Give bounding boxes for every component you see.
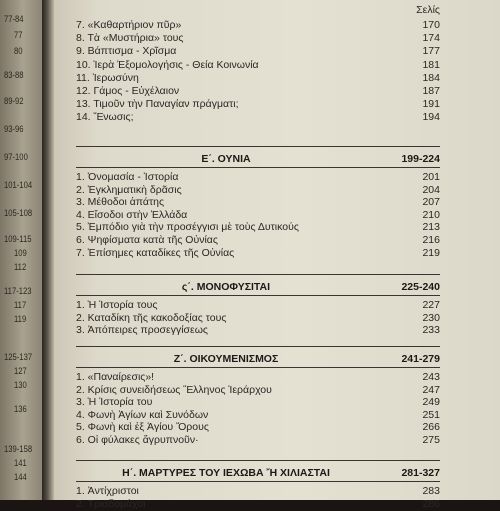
left-page-number: 117 <box>14 300 27 310</box>
toc-entry-title: 8. Τὰ «Μυστήρια» τους <box>76 32 184 45</box>
toc-entry <box>76 323 440 337</box>
toc-entry <box>76 497 440 511</box>
toc-sheet <box>54 0 500 510</box>
toc-entry-page: 243 <box>422 371 440 383</box>
left-page-number: 125-137 <box>4 352 33 362</box>
toc-entry-title: 4. Φωνὴ Ἁγίων καὶ Συνόδων <box>76 408 209 421</box>
toc-entry-page: 187 <box>422 85 440 97</box>
toc-entry-title: 6. Οἱ φύλακες ἄγρυπνοῦν· <box>76 434 199 446</box>
section-title: ς΄. ΜΟΝΟΦΥΣΙΤΑΙ <box>181 281 271 293</box>
left-page-number: 109 <box>14 248 27 258</box>
toc-entry-title: 1. Ὀνομασία - Ἱστορία <box>76 171 179 183</box>
toc-entry-title: 5. Φωνὴ καὶ ἐξ Ἁγίου Ὄρους <box>76 421 209 434</box>
left-page-number: 112 <box>14 262 27 272</box>
toc-entry-page: 286 <box>422 497 440 510</box>
section-heading <box>76 352 440 366</box>
toc-entry-title: 2. Κρίσις συνειδήσεως Ἕλληνος Ἱεράρχου <box>76 383 272 396</box>
toc-page <box>54 0 500 510</box>
section-rule <box>76 460 440 461</box>
toc-entry-page: 210 <box>422 208 440 221</box>
toc-entry-page: 216 <box>422 234 440 246</box>
toc-entry-page: 283 <box>422 485 440 497</box>
toc-entry-page: 233 <box>422 324 440 337</box>
left-page-number: 105-108 <box>4 208 33 218</box>
toc-entry-title: 10. Ἱερὰ Ἐξομολογήσις - Θεία Κοινωνία <box>76 58 259 71</box>
toc-entry-title: 1. Ἀντίχριστοι <box>76 485 139 497</box>
toc-entry-page: 275 <box>422 434 440 446</box>
toc-entry <box>76 110 440 124</box>
toc-entry <box>76 31 440 45</box>
toc-entry-title: 11. Ἱερωσύνη <box>76 71 139 84</box>
toc-entry-page: 230 <box>422 311 440 324</box>
left-page-number: 127 <box>14 366 27 376</box>
toc-entry-title: 2. Ἐγκληματικὴ δρᾶσις <box>76 183 182 196</box>
section-page-range: 225-240 <box>401 281 440 293</box>
left-page-number: 80 <box>14 46 23 56</box>
section-rule <box>76 295 440 296</box>
left-page-number: 97-100 <box>4 152 28 162</box>
toc-entry-title: 7. Ἐπίσημες καταδίκες τῆς Οὐνίας <box>76 246 235 259</box>
toc-entry-page: 170 <box>422 19 440 31</box>
toc-entry-page: 201 <box>422 171 440 183</box>
left-page-number: 117-123 <box>4 286 32 296</box>
toc-entry-title: 6. Ψηφίσματα κατὰ τῆς Οὐνίας <box>76 234 218 246</box>
toc-entry-page: 247 <box>422 383 440 396</box>
left-page-number: 89-92 <box>4 96 24 106</box>
toc-entry <box>76 71 440 85</box>
toc-entry-title: 1. «Παναίρεσις»! <box>76 371 155 383</box>
toc-entry-title: 3. Ἀπόπειρες προσεγγίσεως <box>76 324 208 337</box>
toc-entry-title: 9. Βάπτισμα - Χρῖσμα <box>76 45 177 58</box>
left-page-number: 77-84 <box>4 14 24 24</box>
left-page-number: 83-88 <box>4 70 24 80</box>
toc-entry-page: 174 <box>422 32 440 45</box>
toc-entry-title: 3. Μέθοδοι ἀπάτης <box>76 196 164 209</box>
section-rule <box>76 146 440 147</box>
toc-entry-page: 191 <box>422 98 440 111</box>
section-page-range: 241-279 <box>401 353 440 365</box>
toc-entry-page: 227 <box>422 299 440 311</box>
toc-entry-page: 213 <box>422 221 440 234</box>
toc-entry-page: 184 <box>422 71 440 84</box>
toc-entry <box>76 97 440 111</box>
section-rule <box>76 481 440 482</box>
toc-entry <box>76 18 440 32</box>
section-heading <box>76 466 440 480</box>
section-heading <box>76 152 440 166</box>
book-gutter <box>42 0 54 500</box>
left-page-number: 144 <box>14 472 27 482</box>
section-title: Ζ΄. ΟΙΚΟΥΜΕΝΙΣΜΟΣ <box>173 353 279 365</box>
toc-entry-title: 4. Εἴσοδοι στὴν Ἑλλάδα <box>76 208 188 221</box>
toc-entry-title: 14. Ἕνωσις; <box>76 111 134 124</box>
toc-entry-title: 3. Ἡ Ἱστορία του <box>76 396 153 409</box>
section-heading <box>76 280 440 294</box>
section-page-range: 281-327 <box>401 467 440 479</box>
section-rule <box>76 346 440 347</box>
left-page-number: 139-158 <box>4 444 33 454</box>
toc-entry <box>76 84 440 98</box>
toc-entry-title: 1. Ἡ Ἱστορία τους <box>76 299 158 311</box>
left-page-edge <box>0 0 42 500</box>
toc-entry-title: 7. «Καθαρτήριον πῦρ» <box>76 19 182 31</box>
section-rule <box>76 167 440 168</box>
section-page-range: 199-224 <box>401 153 440 165</box>
left-page-number: 136 <box>14 404 27 414</box>
toc-entry-page: 181 <box>422 58 440 71</box>
left-page-number: 119 <box>14 314 27 324</box>
page-column-header: Σελίς <box>416 4 440 16</box>
left-page-number: 109-115 <box>4 234 32 244</box>
section-title: Η΄. ΜΑΡΤΥΡΕΣ ΤΟΥ ΙΕΧΩΒΑ Ἤ ΧΙΛΙΑΣΤΑΙ <box>122 467 330 479</box>
toc-entry <box>76 246 440 260</box>
toc-entry-title: 13. Τιμοῦν τὴν Παναγίαν πράγματι; <box>76 98 239 111</box>
left-page-number: 77 <box>14 30 23 40</box>
toc-entry <box>76 433 440 447</box>
toc-entry-page: 249 <box>422 396 440 409</box>
toc-entry <box>76 44 440 58</box>
section-rule <box>76 367 440 368</box>
toc-entry-title: 2. Καταδίκη τῆς κακοδοξίας τους <box>76 311 227 324</box>
left-page-number: 93-96 <box>4 124 24 134</box>
toc-entry-title: 2. Τριαδομάχοι <box>76 497 146 510</box>
toc-entry-page: 219 <box>422 246 440 259</box>
toc-entry-page: 207 <box>422 196 440 209</box>
toc-entry-page: 194 <box>422 111 440 124</box>
left-page-number: 130 <box>14 380 27 390</box>
toc-entry-title: 5. Ἐμπόδιο γιὰ τὴν προσέγγισι μὲ τοὺς Δυτικούς <box>76 221 299 234</box>
toc-entry-page: 251 <box>422 408 440 421</box>
section-title: Ε΄. ΟΥΝΙΑ <box>201 153 251 165</box>
toc-entry-title: 12. Γάμος - Εὐχέλαιον <box>76 85 180 97</box>
section-rule <box>76 274 440 275</box>
toc-entry <box>76 58 440 72</box>
toc-entry-page: 266 <box>422 421 440 434</box>
toc-entry-page: 204 <box>422 183 440 196</box>
left-page-number: 101-104 <box>4 180 33 190</box>
left-page-number: 141 <box>14 458 27 468</box>
toc-entry-page: 177 <box>422 45 440 58</box>
